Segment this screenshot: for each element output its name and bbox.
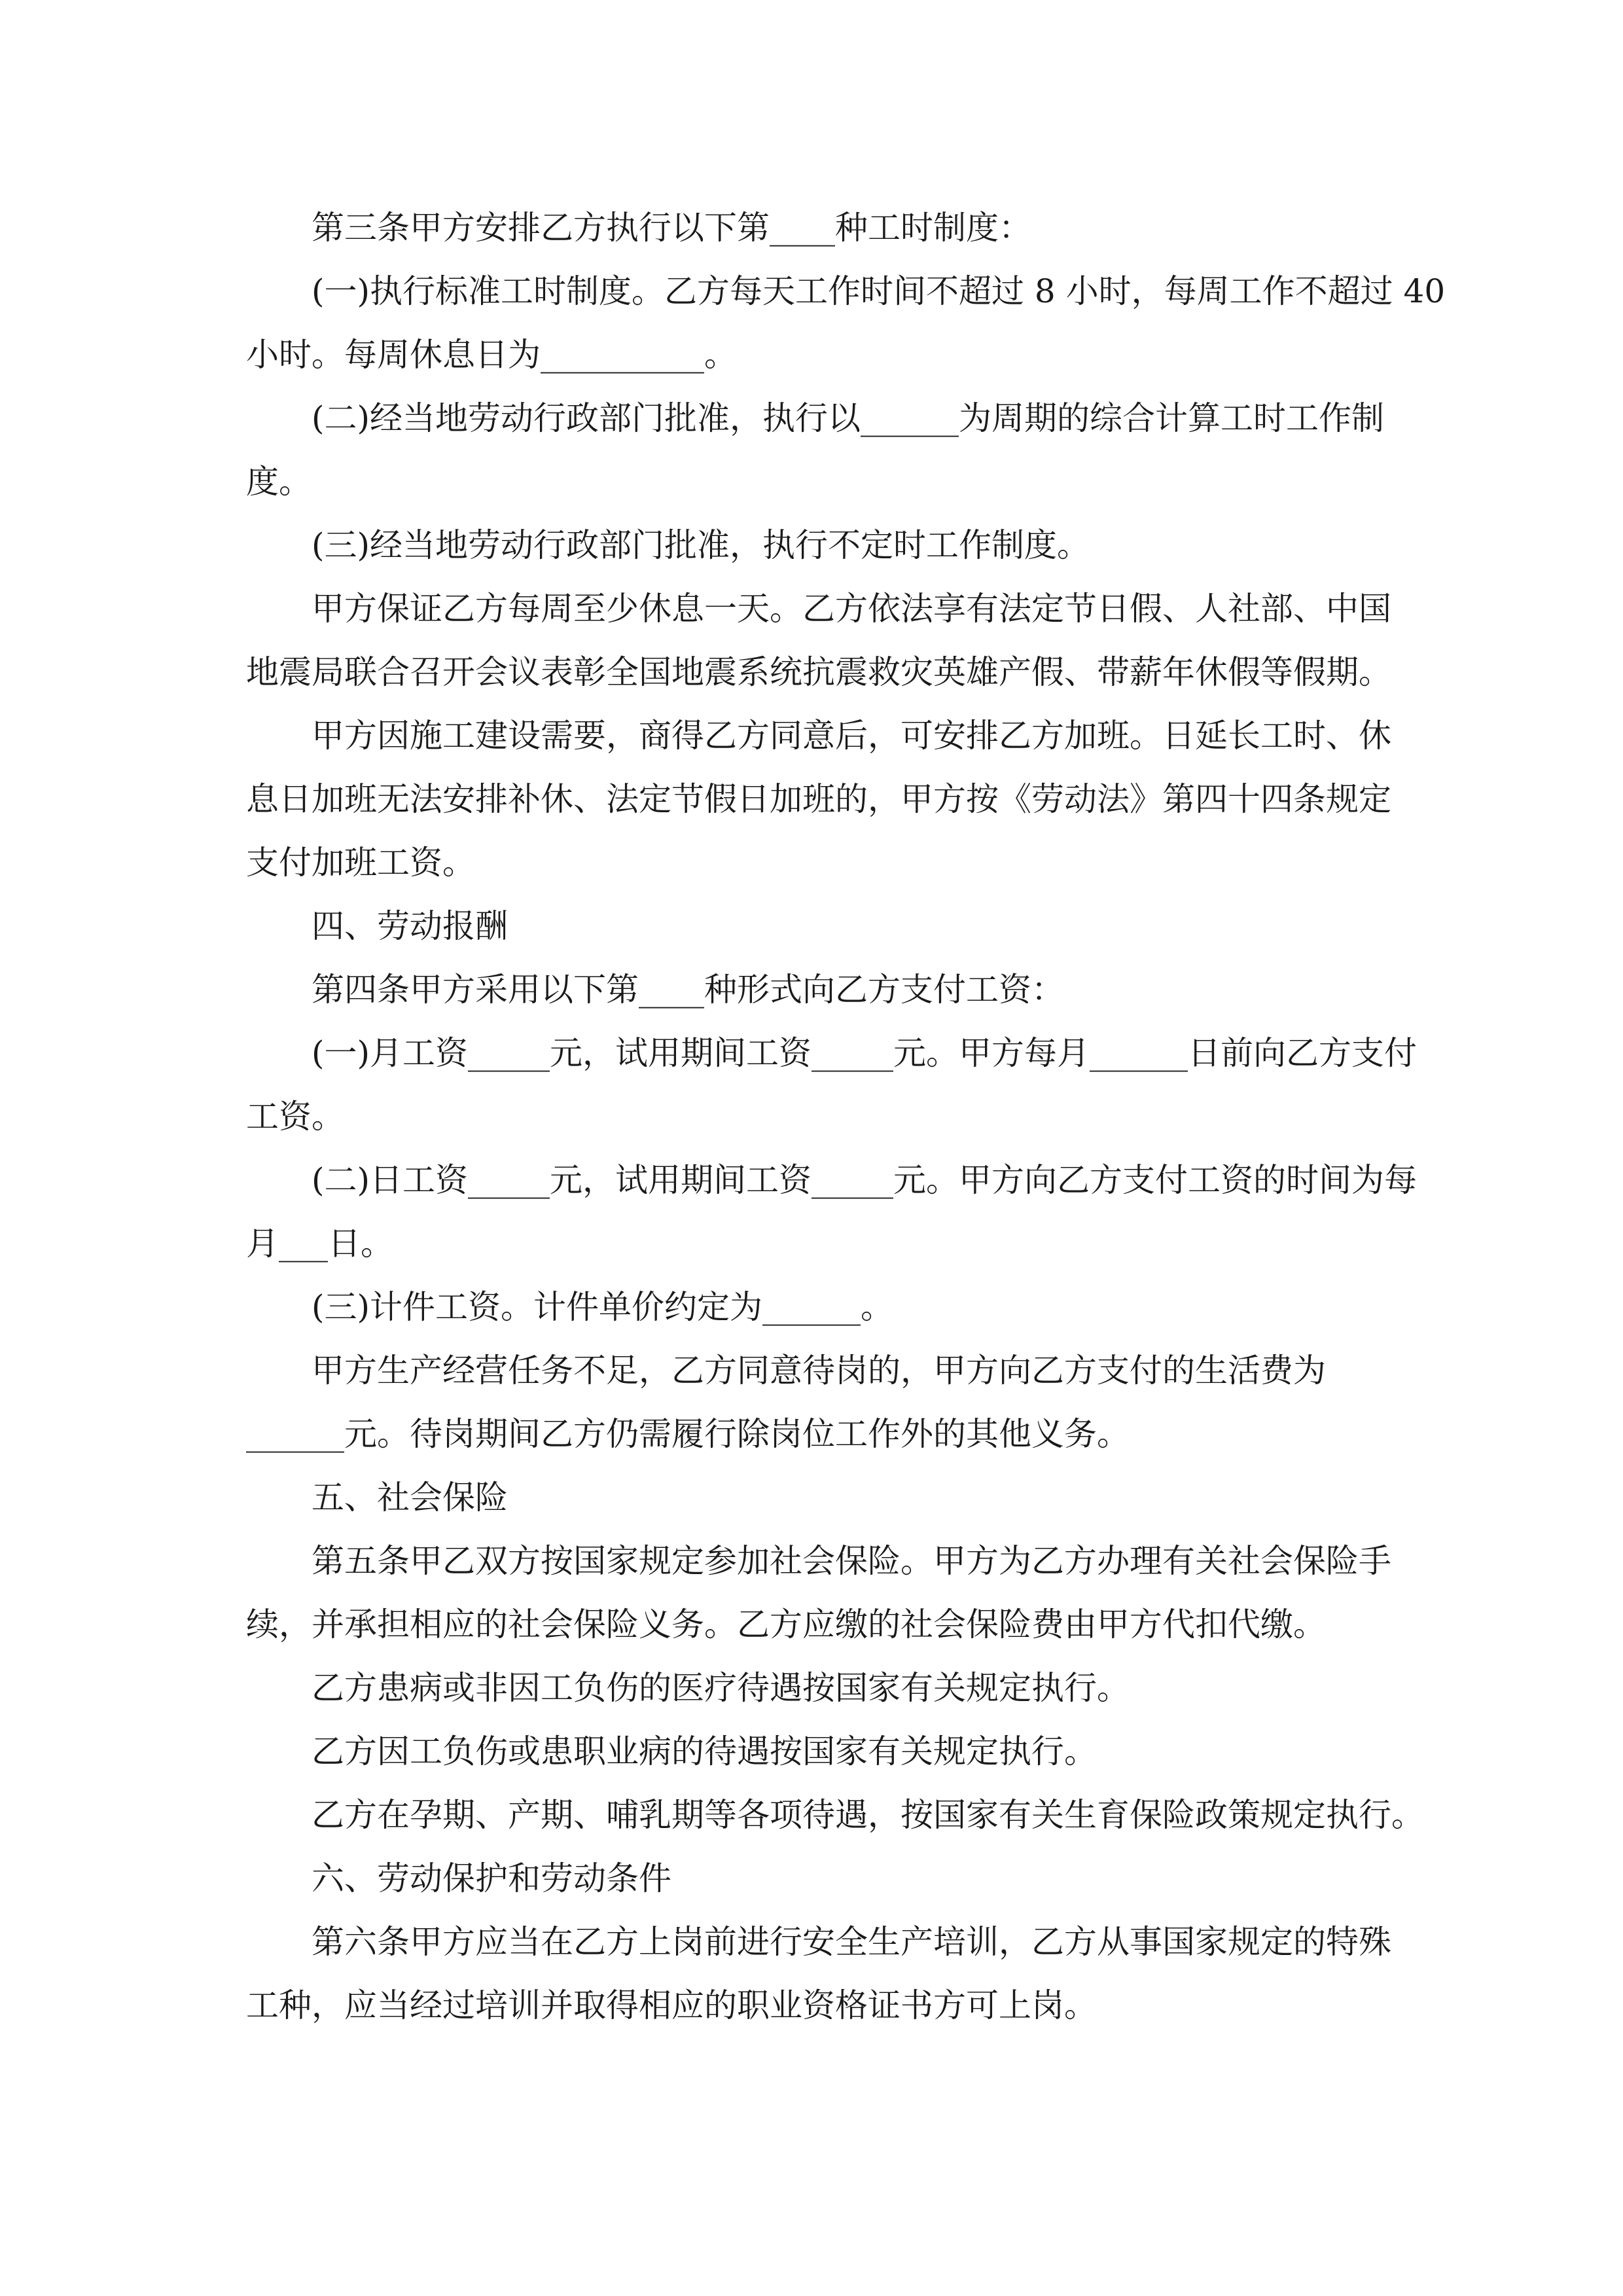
paragraph-daily-wage bbox=[246, 1149, 1418, 1276]
paragraph-article-3 bbox=[246, 196, 1385, 260]
text-line: ______元。待岗期间乙方仍需履行除岗位工作外的其他义务。 bbox=[246, 1415, 1130, 1453]
text-line: 度。 bbox=[246, 463, 312, 501]
text-line: (三)经当地劳动行政部门批准，执行不定时工作制度。 bbox=[312, 526, 1090, 564]
text-line: 支付加班工资。 bbox=[246, 844, 475, 882]
text-line: 地震局联合召开会议表彰全国地震系统抗震救灾英雄产假、带薪年休假等假期。 bbox=[246, 653, 1391, 691]
section-heading: 五、社会保险 bbox=[312, 1479, 508, 1516]
text-line: 续，并承担相应的社会保险义务。乙方应缴的社会保险费由甲方代扣代缴。 bbox=[246, 1605, 1326, 1643]
text-line: (二)经当地劳动行政部门批准，执行以______为周期的综合计算工时工作制 bbox=[312, 399, 1385, 437]
text-line: (一)执行标准工时制度。乙方每天工作时间不超过 8 小时，每周工作不超过 40 bbox=[312, 272, 1446, 310]
text-line: 乙方因工负伤或患职业病的待遇按国家有关规定执行。 bbox=[312, 1732, 1097, 1770]
text-line: 息日加班无法安排补休、法定节假日加班的，甲方按《劳动法》第四十四条规定 bbox=[246, 780, 1391, 818]
text-line: 乙方患病或非因工负伤的医疗待遇按国家有关规定执行。 bbox=[312, 1669, 1130, 1707]
text-line: 甲方保证乙方每周至少休息一天。乙方依法享有法定节日假、人社部、中国 bbox=[312, 590, 1391, 628]
paragraph-rest-days bbox=[246, 577, 1391, 704]
paragraph-monthly-wage bbox=[246, 1022, 1418, 1149]
text-line: 月___日。 bbox=[246, 1225, 393, 1263]
paragraph-standby bbox=[246, 1339, 1385, 1466]
paragraph-illness bbox=[246, 1657, 1385, 1720]
paragraph-flexible-hours bbox=[246, 514, 1385, 577]
paragraph-article-5 bbox=[246, 1530, 1391, 1657]
paragraph-maternity bbox=[246, 1784, 1424, 1847]
paragraph-overtime bbox=[246, 704, 1391, 895]
paragraph-work-injury bbox=[246, 1720, 1385, 1784]
paragraph-comprehensive-hours bbox=[246, 387, 1385, 514]
section-heading: 六、劳动保护和劳动条件 bbox=[312, 1859, 671, 1897]
text-line: 工资。 bbox=[246, 1098, 344, 1136]
section-heading-social-insurance bbox=[246, 1466, 1385, 1530]
document-body bbox=[246, 196, 1446, 2037]
paragraph-article-6 bbox=[246, 1910, 1391, 2037]
text-line: 第四条甲方采用以下第____种形式向乙方支付工资： bbox=[312, 971, 1064, 1009]
text-line: (一)月工资_____元，试用期间工资_____元。甲方每月______日前向乙方支付 bbox=[312, 1034, 1418, 1072]
text-line: 乙方在孕期、产期、哺乳期等各项待遇，按国家有关生育保险政策规定执行。 bbox=[312, 1796, 1424, 1834]
section-heading-labor-protection bbox=[246, 1847, 1385, 1910]
text-line: 第五条甲乙双方按国家规定参加社会保险。甲方为乙方办理有关社会保险手 bbox=[312, 1542, 1391, 1580]
paragraph-article-4 bbox=[246, 958, 1385, 1022]
section-heading-remuneration bbox=[246, 895, 1385, 958]
text-line: 工种，应当经过培训并取得相应的职业资格证书方可上岗。 bbox=[246, 1986, 1097, 2024]
paragraph-piece-wage bbox=[246, 1276, 1385, 1339]
text-line: 第三条甲方安排乙方执行以下第____种工时制度： bbox=[312, 209, 1031, 247]
text-line: 甲方生产经营任务不足，乙方同意待岗的，甲方向乙方支付的生活费为 bbox=[312, 1352, 1326, 1390]
paragraph-standard-hours bbox=[246, 260, 1446, 387]
text-line: 小时。每周休息日为__________。 bbox=[246, 336, 737, 374]
text-line: 甲方因施工建设需要，商得乙方同意后，可安排乙方加班。日延长工时、休 bbox=[312, 717, 1391, 755]
section-heading: 四、劳动报酬 bbox=[312, 907, 508, 945]
text-line: (三)计件工资。计件单价约定为______。 bbox=[312, 1288, 894, 1326]
text-line: 第六条甲方应当在乙方上岗前进行安全生产培训，乙方从事国家规定的特殊 bbox=[312, 1923, 1391, 1961]
text-line: (二)日工资_____元，试用期间工资_____元。甲方向乙方支付工资的时间为每 bbox=[312, 1161, 1418, 1199]
